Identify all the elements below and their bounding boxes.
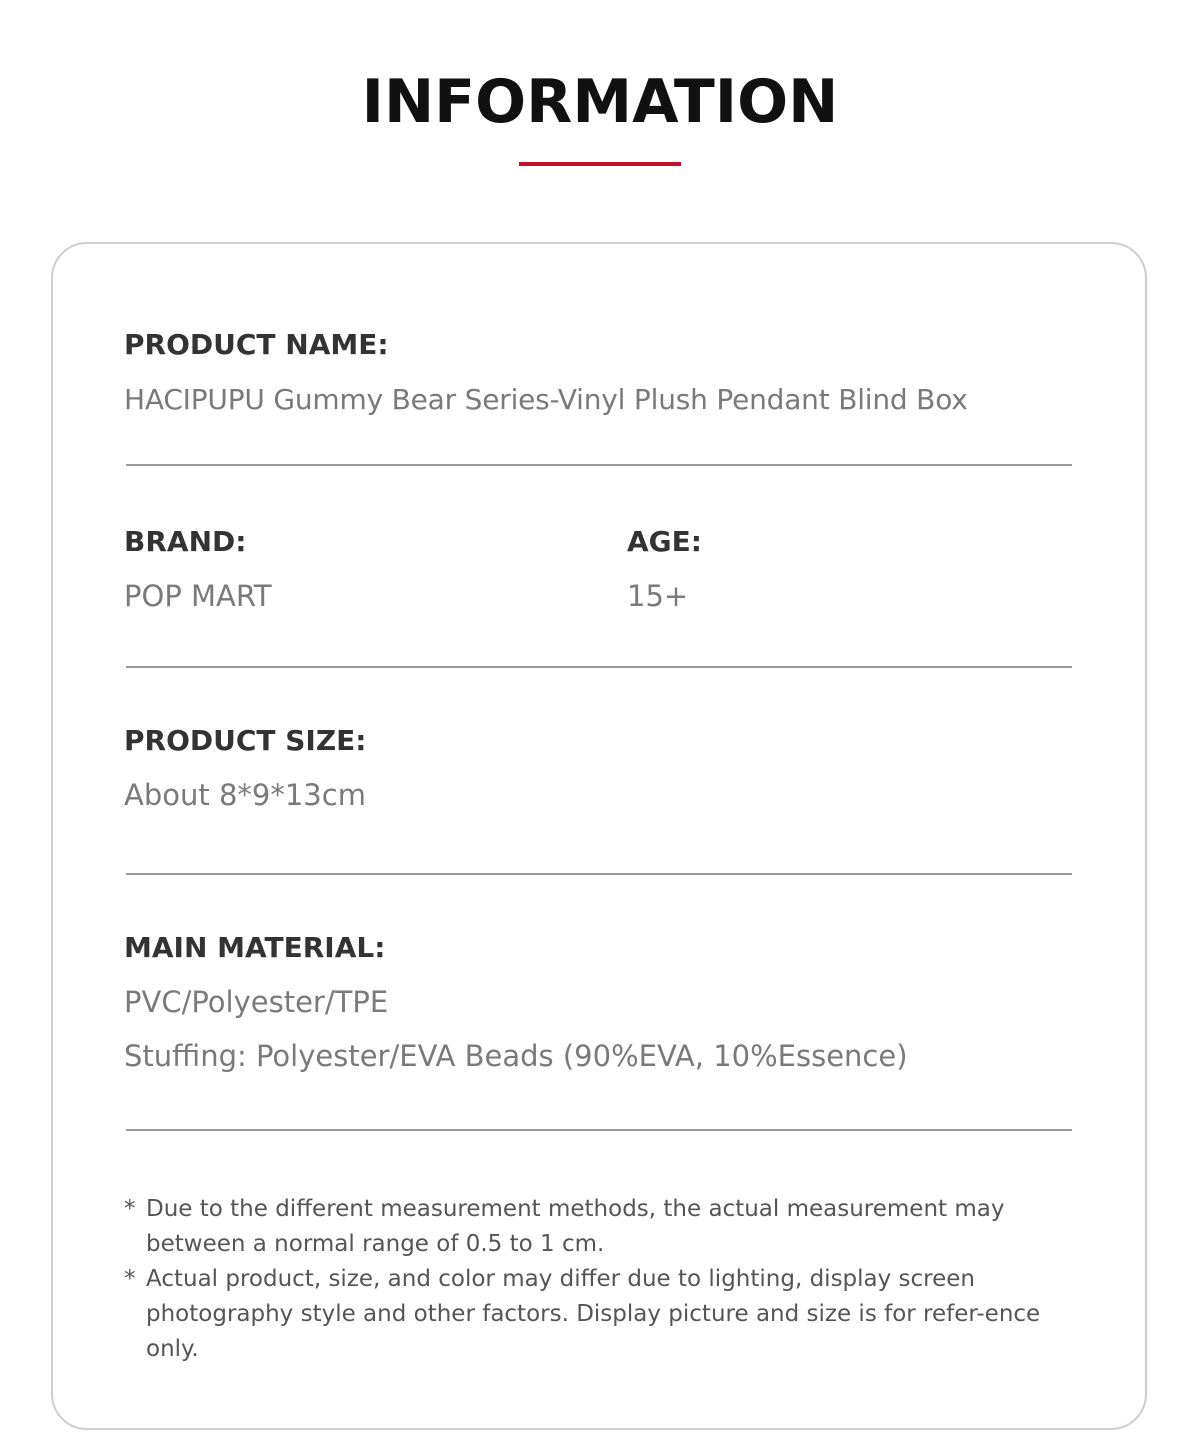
age-label: AGE: bbox=[627, 525, 702, 558]
note-text: Due to the different measurement methods, the actual measurement may between a normal range of 0.5 to 1 cm. bbox=[146, 1196, 1005, 1257]
note-text: Actual product, size, and color may differ due to lighting, display screen photography style and other factors. Display picture and size is for refer-ence only. bbox=[146, 1266, 1041, 1362]
note-asterisk: * bbox=[124, 1196, 136, 1222]
brand-label: BRAND: bbox=[124, 525, 247, 558]
brand-value: POP MART bbox=[124, 579, 272, 613]
product-name-value: HACIPUPU Gummy Bear Series-Vinyl Plush Pendant Blind Box bbox=[124, 383, 968, 416]
display-disclaimer-note bbox=[124, 1262, 1084, 1367]
age-value: 15+ bbox=[627, 579, 689, 613]
main-material-label: MAIN MATERIAL: bbox=[124, 931, 386, 964]
note-asterisk: * bbox=[124, 1266, 136, 1292]
product-size-label: PRODUCT SIZE: bbox=[124, 724, 367, 757]
product-name-label: PRODUCT NAME: bbox=[124, 328, 389, 361]
divider bbox=[126, 464, 1072, 466]
title-underline-accent bbox=[519, 162, 681, 166]
product-size-value: About 8*9*13cm bbox=[124, 778, 366, 812]
divider bbox=[126, 873, 1072, 875]
measurement-note bbox=[124, 1192, 1084, 1262]
main-material-value: PVC/Polyester/TPE bbox=[124, 985, 389, 1019]
divider bbox=[126, 666, 1072, 668]
page-title: INFORMATION bbox=[361, 67, 839, 137]
stuffing-value: Stuffing: Polyester/EVA Beads (90%EVA, 10%Essence) bbox=[124, 1039, 908, 1073]
divider bbox=[126, 1129, 1072, 1131]
